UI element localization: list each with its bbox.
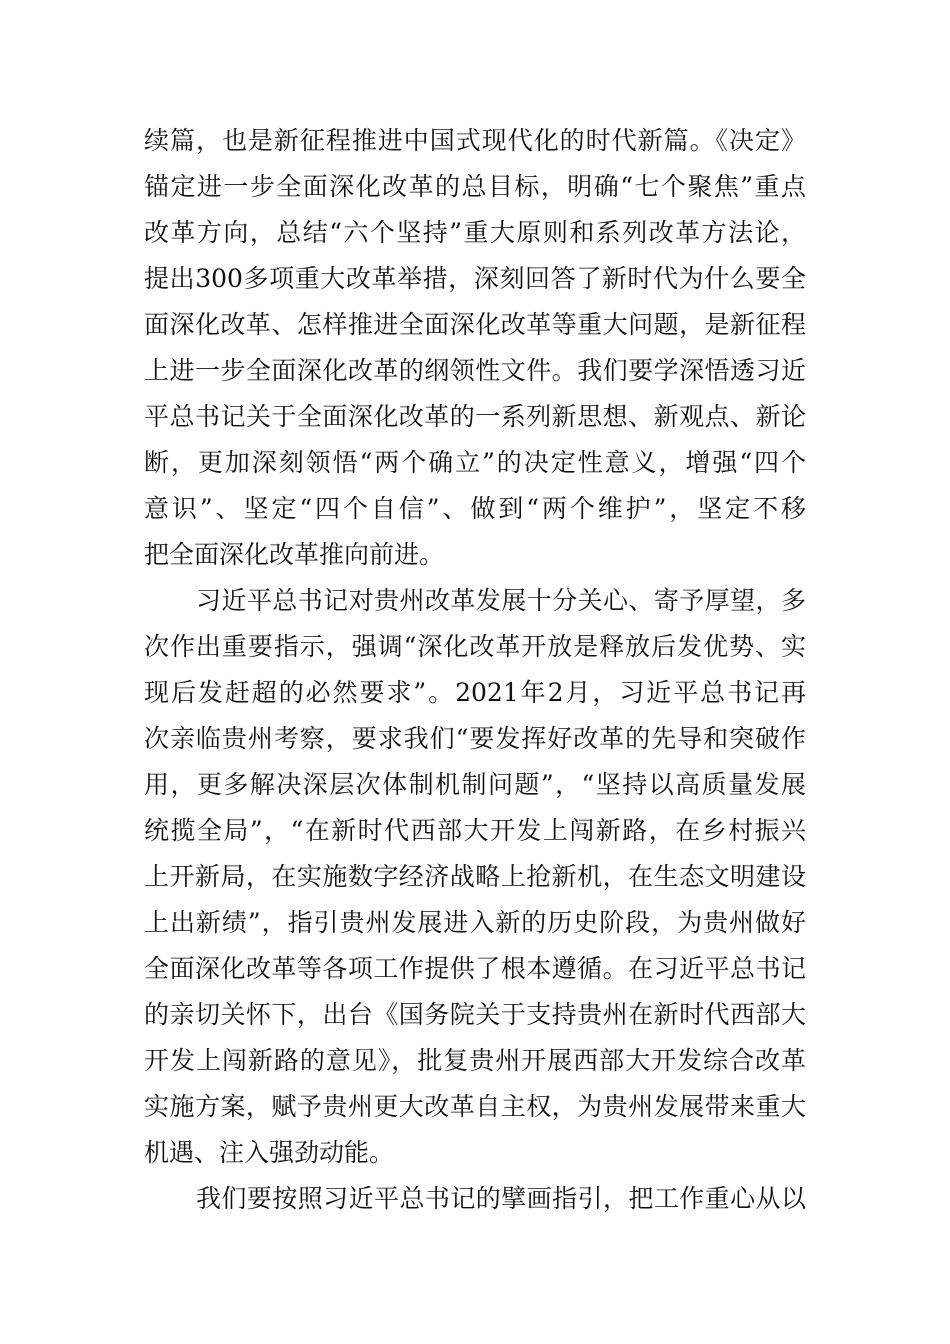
text-line: 上进一步全面深化改革的纲领性文件。我们要学深悟透习近	[144, 356, 806, 385]
text-line: 现后发赶超的必然要求”。2021年2月，习近平总书记再	[144, 678, 806, 707]
text-line: 断，更加深刻领悟“两个确立”的决定性意义，增强“四个	[144, 448, 806, 477]
text-line: 习近平总书记对贵州改革发展十分关心、寄予厚望，多	[196, 586, 806, 615]
text-line: 面深化改革、怎样推进全面深化改革等重大问题，是新征程	[144, 310, 806, 339]
text-line: 把全面深化改革推向前进。	[144, 540, 445, 569]
text-line: 改革方向，总结“六个坚持”重大原则和系列改革方法论，	[144, 218, 806, 247]
text-line: 次作出重要指示，强调“深化改革开放是释放后发优势、实	[144, 632, 806, 661]
text-line: 全面深化改革等各项工作提供了根本遵循。在习近平总书记	[144, 954, 806, 983]
text-line: 平总书记关于全面深化改革的一系列新思想、新观点、新论	[144, 402, 806, 431]
text-line: 开发上闯新路的意见》，批复贵州开展西部大开发综合改革	[144, 1046, 806, 1075]
text-line: 续篇，也是新征程推进中国式现代化的时代新篇。《决定》	[144, 126, 806, 155]
text-line: 锚定进一步全面深化改革的总目标，明确“七个聚焦”重点	[144, 172, 806, 201]
text-line: 次亲临贵州考察，要求我们“要发挥好改革的先导和突破作	[144, 724, 806, 753]
text-line: 的亲切关怀下，出台《国务院关于支持贵州在新时代西部大	[144, 1000, 806, 1029]
text-line: 上出新绩”，指引贵州发展进入新的历史阶段，为贵州做好	[144, 908, 806, 937]
text-line: 用，更多解决深层次体制机制问题”，“坚持以高质量发展	[144, 770, 806, 799]
text-line: 我们要按照习近平总书记的擘画指引，把工作重心从以	[196, 1184, 806, 1213]
text-line: 上开新局，在实施数字经济战略上抢新机，在生态文明建设	[144, 862, 806, 891]
text-line: 机遇、注入强劲动能。	[144, 1138, 395, 1167]
text-line: 统揽全局”，“在新时代西部大开发上闯新路，在乡村振兴	[144, 816, 806, 845]
text-line: 意识”、坚定“四个自信”、做到“两个维护”，坚定不移	[144, 494, 806, 523]
text-line: 实施方案，赋予贵州更大改革自主权，为贵州发展带来重大	[144, 1092, 806, 1121]
text-line: 提出300多项重大改革举措，深刻回答了新时代为什么要全	[144, 264, 806, 293]
